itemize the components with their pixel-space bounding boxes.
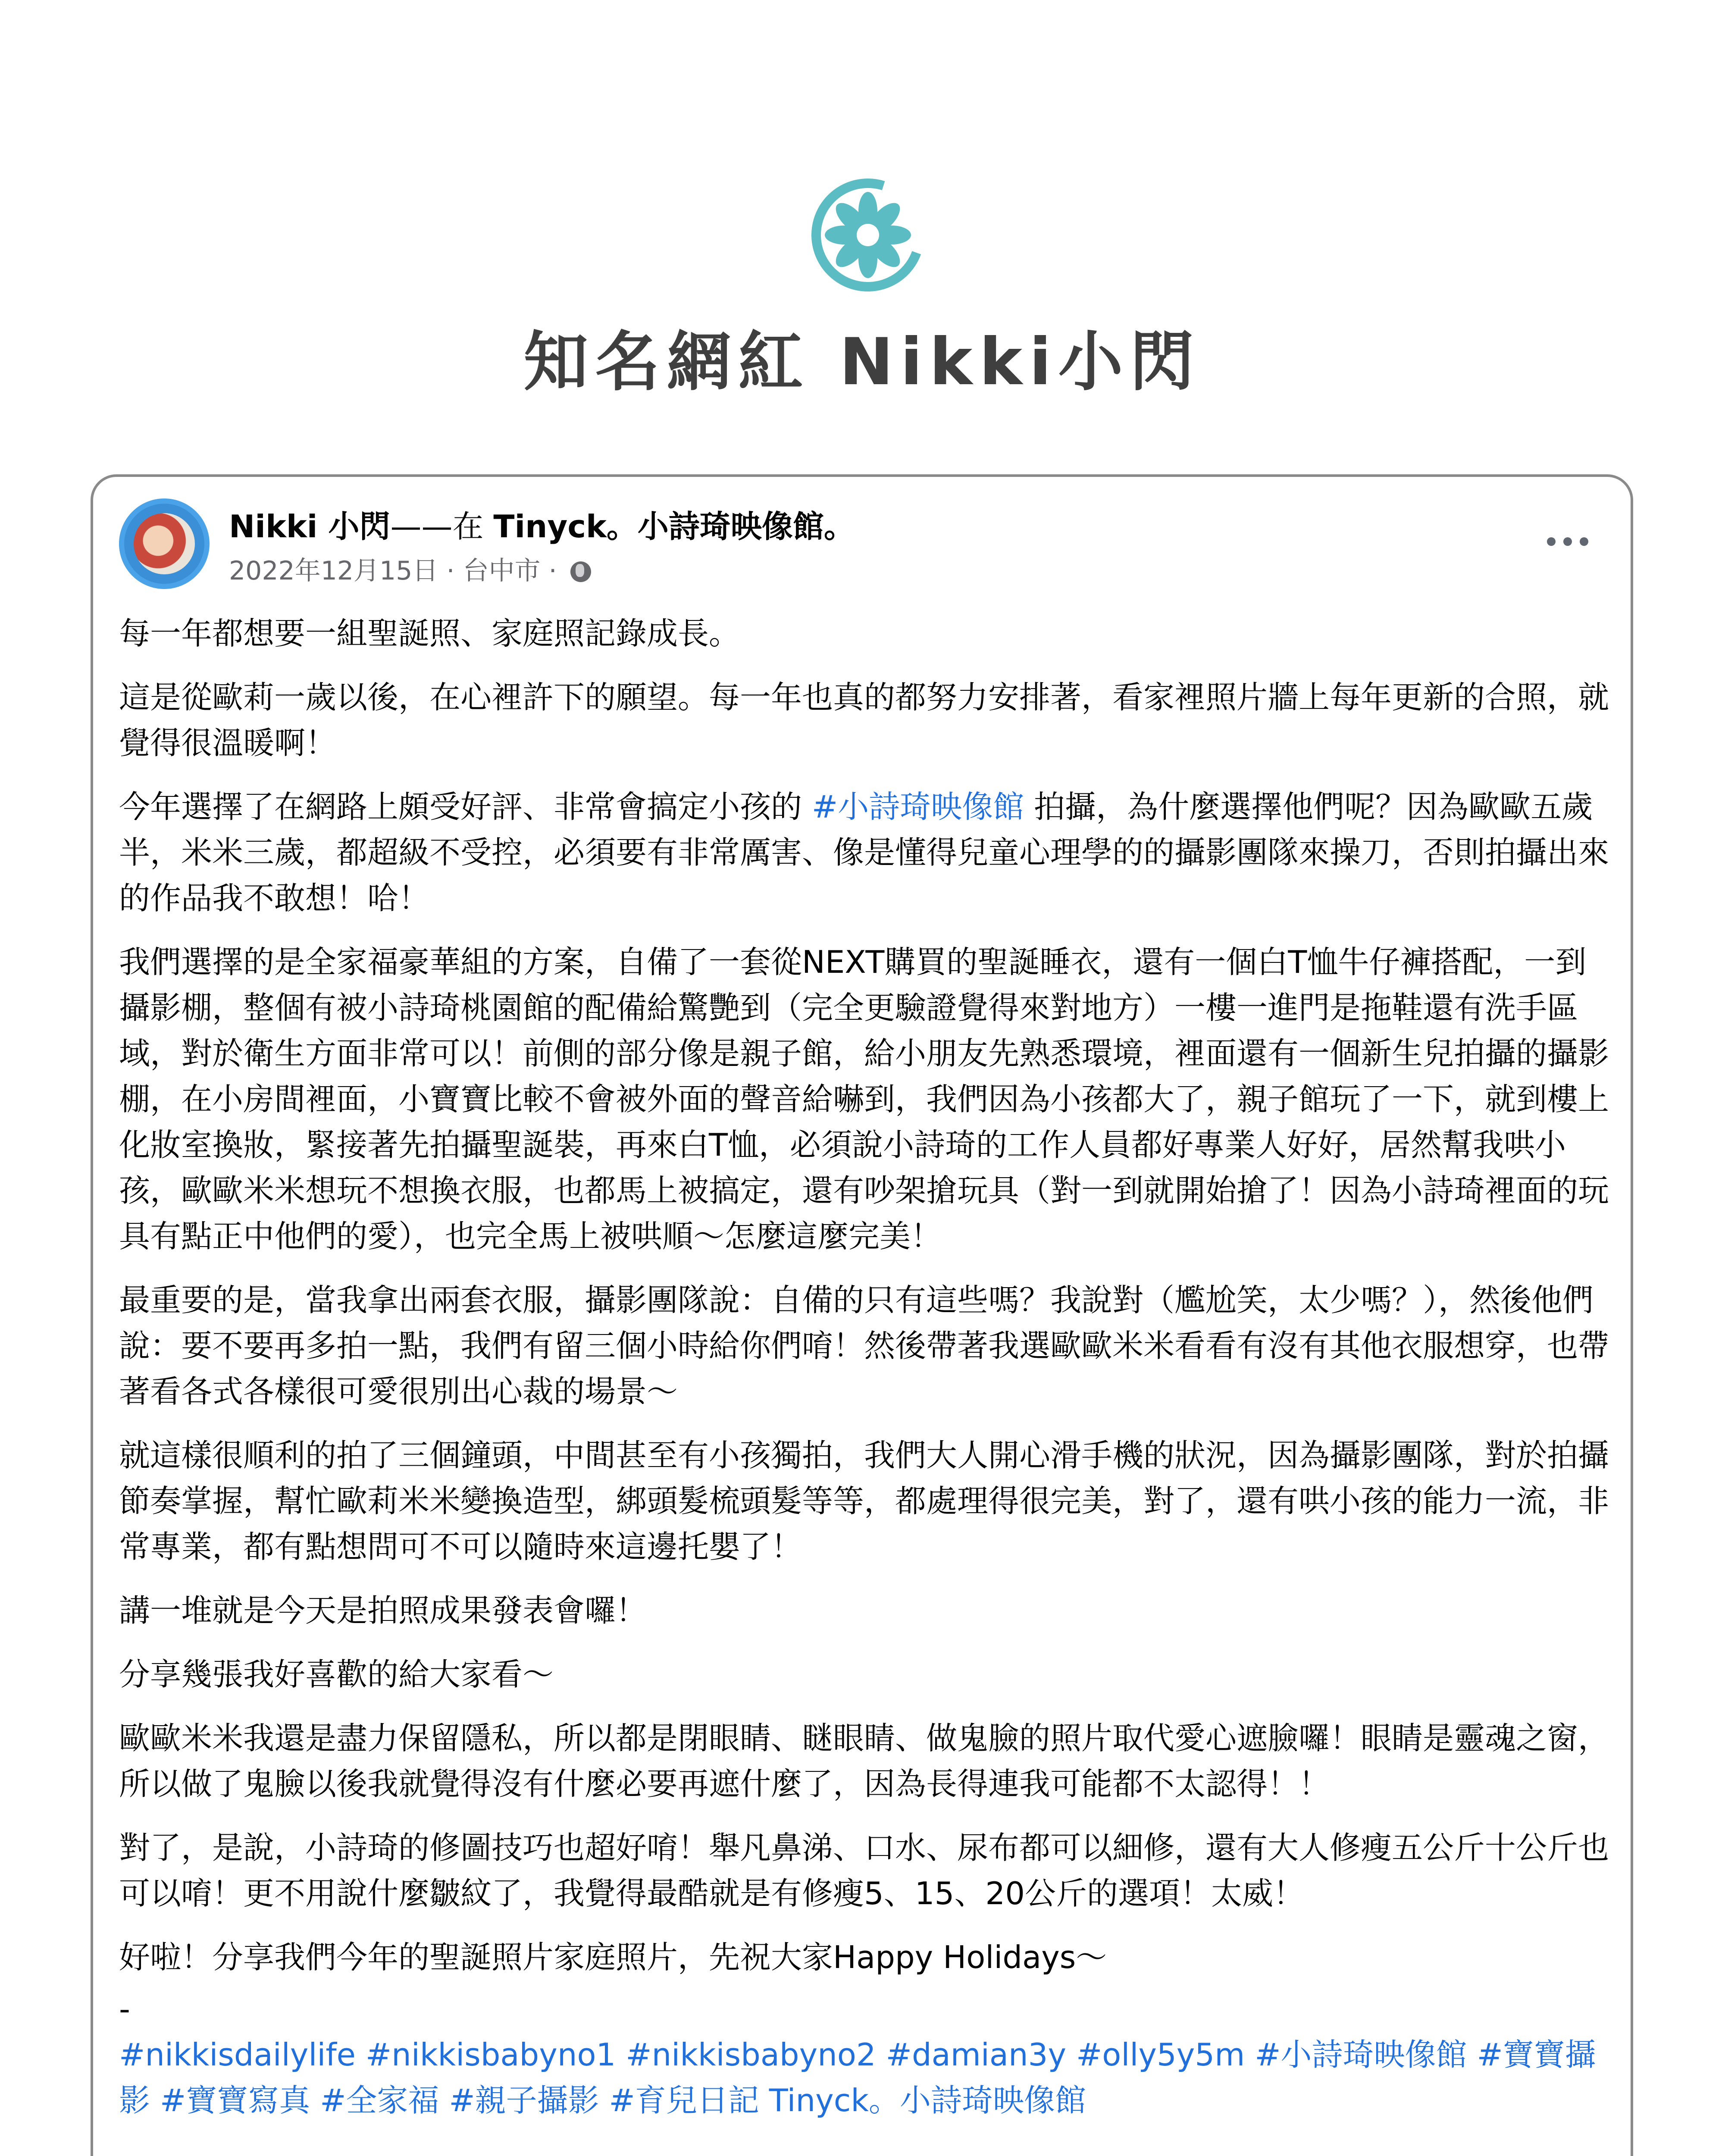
post-date[interactable]: 2022年12月15日 xyxy=(229,556,438,586)
globe-icon[interactable] xyxy=(570,561,591,582)
paragraph: 分享幾張我好喜歡的給大家看～ xyxy=(119,1656,554,1692)
paragraph: 歐歐米米我還是盡力保留隱私，所以都是閉眼睛、瞇眼睛、做鬼臉的照片取代愛心遮臉囉！眼睛是靈魂之窗，所以做了鬼臉以後我就覺得沒有什麼必要再遮什麼了，因為長得連我可能都不太認得！！ xyxy=(119,1720,1609,1802)
paragraph: 對了，是說，小詩琦的修圖技巧也超好唷！舉凡鼻涕、口水、尿布都可以細修，還有大人修瘦五公斤十公斤也可以唷！更不用說什麼皺紋了，我覺得最酷就是有修瘦5、15、20公斤的選項！太威！ xyxy=(119,1830,1609,1912)
hashtag-list[interactable]: #nikkisdailylife #nikkisbabyno1 #nikkisbabyno2 #damian3y #olly5y5m #小詩琦映像館 #寶寶攝影 #寶寶寫真 #全家福 #親子攝影 #育兒日記 Tinyck。小詩琦映像館 xyxy=(119,2037,1596,2118)
avatar[interactable] xyxy=(119,498,210,589)
page-title: 知名網紅 Nikki小閃 xyxy=(523,325,1202,400)
post-meta: 2022年12月15日 · 台中市 · xyxy=(229,555,591,587)
at-prefix: ——在 xyxy=(390,508,484,545)
flower-logo-icon xyxy=(803,170,933,300)
paragraph: 就這樣很順利的拍了三個鐘頭，中間甚至有小孩獨拍，我們大人開心滑手機的狀況，因為攝影團隊，對於拍攝節奏掌握，幫忙歐莉米米變換造型，綁頭髮梳頭髮等等，都處理得很完美，對了，還有哄小孩的能力一流，非常專業，都有點想問可不可以隨時來這邊托嬰了！ xyxy=(119,1437,1609,1565)
paragraph: 好啦！分享我們今年的聖誕照片家庭照片，先祝大家Happy Holidays～ xyxy=(119,1939,1107,1975)
author-name[interactable]: Nikki 小閃 xyxy=(229,508,391,545)
avatar-image xyxy=(134,513,195,574)
author-line xyxy=(229,507,855,546)
hashtag-link[interactable]: #小詩琦映像館 xyxy=(811,789,1024,825)
paragraph: 這是從歐莉一歲以後，在心裡許下的願望。每一年也真的都努力安排著，看家裡照片牆上每年更新的合照，就覺得很溫暖啊！ xyxy=(119,679,1609,761)
paragraph: 最重要的是，當我拿出兩套衣服，攝影團隊說：自備的只有這些嗎？我說對（尷尬笑，太少嗎？），然後他們說：要不要再多拍一點，我們有留三個小時給你們唷！然後帶著我選歐歐米米看看有沒有其他衣服想穿，也帶著看各式各樣很可愛很別出心裁的場景～ xyxy=(119,1282,1609,1410)
more-options-icon[interactable] xyxy=(1542,533,1594,550)
paragraph xyxy=(119,784,1611,921)
paragraph: 我們選擇的是全家福豪華組的方案，自備了一套從NEXT購買的聖誕睡衣，還有一個白T恤牛仔褲搭配，一到攝影棚，整個有被小詩琦桃園館的配備給驚艷到（完全更驗證覺得來對地方）一樓一進門是拖鞋還有洗手區域，對於衛生方面非常可以！前側的部分像是親子館，給小朋友先熟悉環境，裡面還有一個新生兒拍攝的攝影棚，在小房間裡面，小寶寶比較不會被外面的聲音給嚇到，我們因為小孩都大了，親子館玩了一下，就到樓上化妝室換妝，緊接著先拍攝聖誕裝，再來白T恤，必須說小詩琦的工作人員都好專業人好好，居然幫我哄小孩，歐歐米米想玩不想換衣服，也都馬上被搞定，還有吵架搶玩具（對一到就開始搶了！因為小詩琦裡面的玩具有點正中他們的愛），也完全馬上被哄順～怎麼這麼完美！ xyxy=(119,944,1609,1254)
paragraph: 每一年都想要一組聖誕照、家庭照記錄成長。 xyxy=(119,615,740,652)
post-header xyxy=(119,498,1606,602)
location-link[interactable]: Tinyck。小詩琦映像館。 xyxy=(493,508,855,545)
post-place[interactable]: 台中市 xyxy=(463,556,541,586)
paragraph-text: 今年選擇了在網路上頗受好評、非常會搞定小孩的 xyxy=(119,789,812,825)
page-header xyxy=(0,0,1725,466)
post-text xyxy=(119,611,1611,2123)
facebook-post-card xyxy=(91,474,1633,2156)
paragraph-text: 拍攝，為什麼選擇他們呢？因為歐歐五歲半，米米三歲，都超級不受控，必須要有非常厲害、像是懂得兒童心理學的的攝影團隊來操刀，否則拍攝出來的作品我不敢想！哈！ xyxy=(119,789,1609,916)
dash-line: - xyxy=(119,1991,130,2027)
paragraph: 講一堆就是今天是拍照成果發表會囉！ xyxy=(119,1592,647,1629)
